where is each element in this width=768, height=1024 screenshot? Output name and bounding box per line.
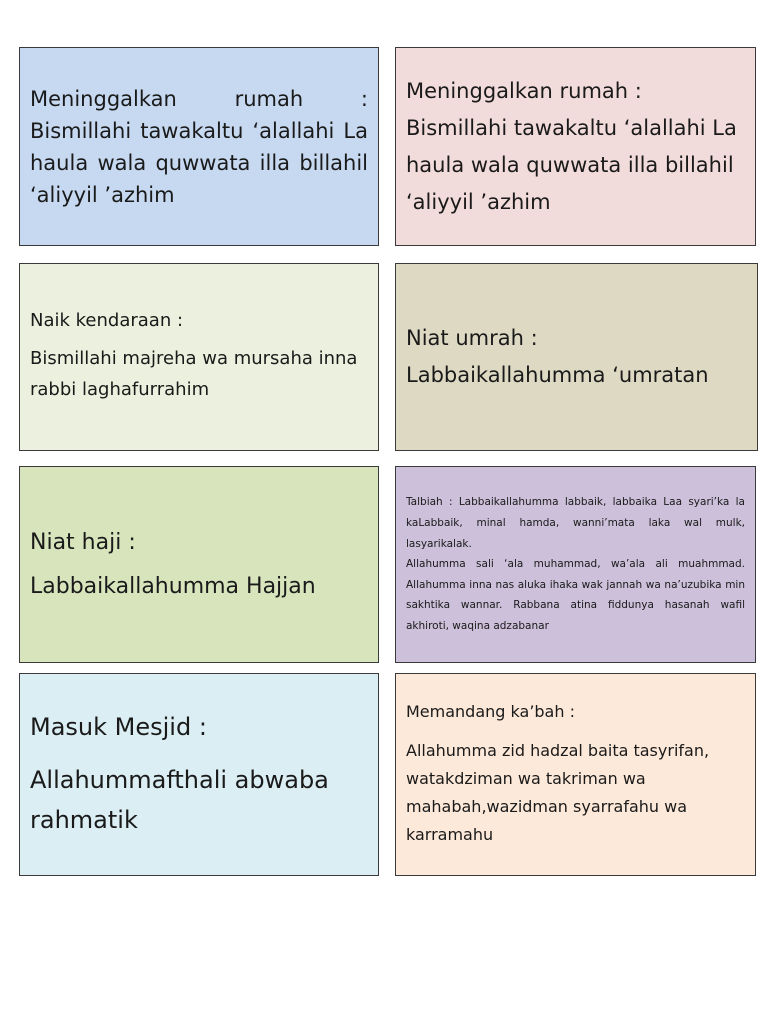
card-text: Allahummafthali abwaba rahmatik	[30, 765, 329, 834]
card-text: Bismillahi majreha wa mursaha inna rabbi laghafurrahim	[30, 348, 358, 400]
card-text: Labbaikallahumma Hajjan	[30, 573, 316, 599]
prayer-card-talbiah	[395, 466, 756, 663]
card-heading: Memandang ka’bah :	[406, 701, 575, 721]
card-text: Bismillahi tawakaltu ‘alallahi La haula wala quwwata illa billahil ‘aliyyil ’azhim	[406, 115, 737, 214]
prayer-card-leaving-home-1	[19, 47, 379, 246]
prayer-card-seeing-kabah	[395, 673, 756, 876]
card-heading: Masuk Mesjid :	[30, 712, 207, 741]
card-heading: Talbiah : Labbaikallahumma labbaik, labbaika Laa syari’ka la kaLabbaik, minal hamda, wanni’mata laka wal mulk, lasyarikalak.	[406, 496, 745, 550]
card-text: Allahumma zid hadzal baita tasyrifan, watakdziman wa takriman wa mahabah,wazidman syarrafahu wa karramahu	[406, 740, 710, 844]
prayer-card-vehicle	[19, 263, 379, 451]
prayer-card-entering-mosque	[19, 673, 379, 876]
card-heading: Niat haji :	[30, 529, 136, 555]
card-heading: Meninggalkan rumah :	[30, 86, 368, 111]
card-text: Labbaikallahumma ‘umratan	[406, 363, 709, 387]
card-heading: Meninggalkan rumah :	[406, 78, 642, 103]
card-heading: Naik kendaraan :	[30, 310, 184, 331]
prayer-card-hajj-intention	[19, 466, 379, 663]
card-heading: Niat umrah :	[406, 326, 538, 350]
card-text: Bismillahi tawakaltu ‘alallahi La haula wala quwwata illa billahil ‘aliyyil ’azhim	[30, 118, 368, 207]
prayer-card-leaving-home-2	[395, 47, 756, 246]
card-text: Allahumma sali ‘ala muhammad, wa’ala ali muahmmad. Allahumma inna nas aluka ihaka wak jannah wa na’uzubika min sakhtika wannar. Rabbana atina fiddunya hasanah wafil akhiroti, waqina adzabanar	[406, 558, 745, 632]
prayer-card-umrah-intention	[395, 263, 758, 451]
